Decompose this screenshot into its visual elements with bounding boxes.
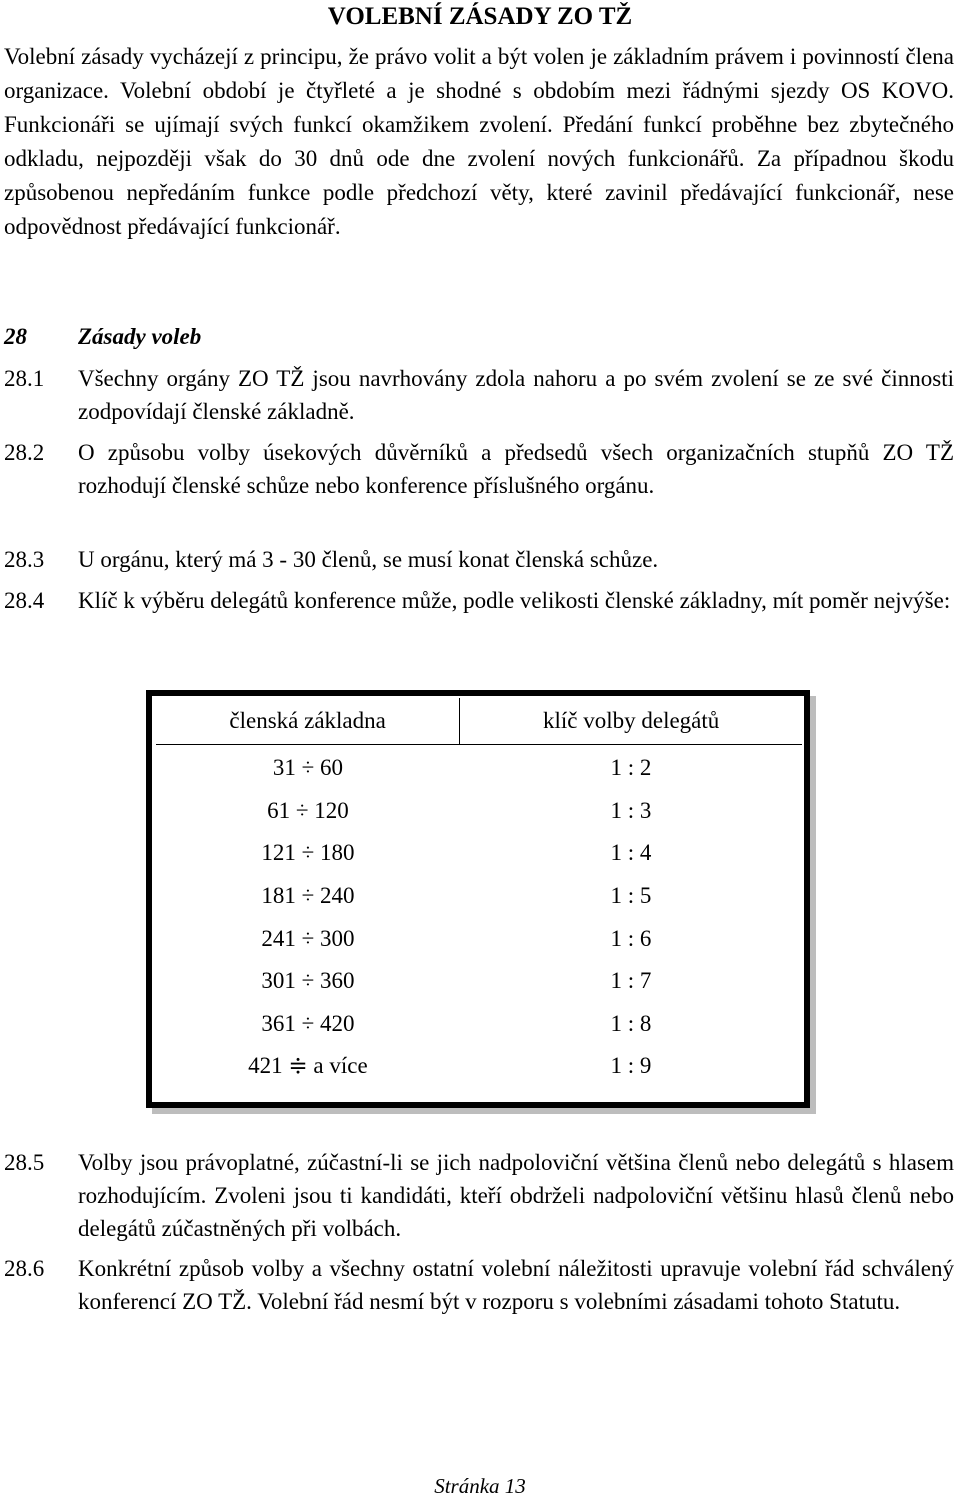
delegate-ratio: 1 : 8 xyxy=(610,1010,652,1036)
document-title: VOLEBNÍ ZÁSADY ZO TŽ xyxy=(327,3,633,30)
item-text: Všechny orgány ZO TŽ jsou navrhovány zdola nahoru a po svém zvolení se ze své činnosti zodpovídají členské základně. xyxy=(78,366,954,424)
item-number: 28.2 xyxy=(4,440,45,465)
column-header-membership: členská základna xyxy=(156,698,460,745)
list-item xyxy=(4,584,954,617)
item-text: U orgánu, který má 3 - 30 členů, se musí konat členská schůze. xyxy=(78,547,659,572)
item-text: O způsobu volby úsekových důvěrníků a předsedů všech organizačních stupňů ZO TŽ rozhodují členské schůze nebo konference příslušného orgánu. xyxy=(78,440,954,498)
membership-range: 31 ÷ 60 xyxy=(272,755,343,781)
item-text: Konkrétní způsob volby a všechny ostatní volební náležitosti upravuje volební řád schválený konferencí ZO TŽ. Volební řád nesmí být v rozporu s volebními zásadami tohoto Statutu. xyxy=(78,1256,954,1314)
item-text: Volby jsou právoplatné, zúčastní-li se jich nadpoloviční většina členů nebo delegátů s hlasem rozhodujícím. Zvoleni jsou ti kandidáti, kteří obdrželi nadpoloviční většinu hlasů členů nebo delegátů zúčastněných při volbách. xyxy=(78,1150,954,1241)
delegate-key-table xyxy=(156,698,802,1088)
table-row xyxy=(156,1045,802,1088)
column-header-key: klíč volby delegátů xyxy=(460,698,802,745)
item-number: 28.1 xyxy=(4,366,45,391)
item-number: 28.4 xyxy=(4,588,45,613)
list-item xyxy=(4,1252,954,1318)
table-row xyxy=(156,790,802,833)
table-row xyxy=(156,875,802,918)
section-heading xyxy=(4,320,904,354)
delegate-ratio: 1 : 3 xyxy=(610,797,652,823)
membership-range: 361 ÷ 420 xyxy=(261,1010,355,1036)
table-row xyxy=(156,745,802,790)
delegate-ratio: 1 : 5 xyxy=(610,883,652,909)
list-item xyxy=(4,1146,954,1245)
delegate-ratio: 1 : 4 xyxy=(610,840,652,866)
section-title: Zásady voleb xyxy=(78,324,202,349)
list-item xyxy=(4,543,954,576)
membership-range: 181 ÷ 240 xyxy=(261,883,355,909)
membership-range: 121 ÷ 180 xyxy=(261,840,355,866)
delegate-ratio: 1 : 7 xyxy=(610,968,652,994)
table-row xyxy=(156,832,802,875)
table-row xyxy=(156,917,802,960)
page-number: Stránka 13 xyxy=(434,1474,526,1498)
table-row xyxy=(156,1003,802,1046)
table-header-row xyxy=(156,698,802,745)
list-item xyxy=(4,362,954,428)
membership-range: 241 ÷ 300 xyxy=(261,925,355,951)
intro-paragraph: Volební zásady vycházejí z principu, že právo volit a být volen je základním právem i povinností člena organizace. Volební období je čtyřleté a je shodné s obdobím mezi řádnými sjezdy OS KOVO. Funkcionáři se ujímají svých funkcí okamžikem zvolení. Předání funkcí proběhne bez zbytečného odkladu, nejpozději však do 30 dnů ode dne zvolení nových funkcionářů. Za případnou škodu způsobenou nepředáním funkce podle předchozí věty, které zavinil předávající funkcionář, nese odpovědnost předávající funkcionář. xyxy=(4,44,954,239)
item-number: 28.6 xyxy=(4,1256,45,1281)
delegate-ratio: 1 : 6 xyxy=(610,925,652,951)
membership-range: 421 ≑ a více xyxy=(248,1053,368,1079)
list-item xyxy=(4,436,954,502)
item-number: 28.5 xyxy=(4,1150,45,1175)
delegate-ratio: 1 : 9 xyxy=(610,1053,652,1079)
membership-range: 61 ÷ 120 xyxy=(267,797,349,823)
section-number: 28 xyxy=(4,324,27,349)
membership-range: 301 ÷ 360 xyxy=(261,968,355,994)
table-row xyxy=(156,960,802,1003)
item-text: Klíč k výběru delegátů konference může, podle velikosti členské základny, mít poměr nejvýše: xyxy=(78,588,951,613)
item-number: 28.3 xyxy=(4,547,45,572)
delegate-ratio: 1 : 2 xyxy=(610,755,652,781)
